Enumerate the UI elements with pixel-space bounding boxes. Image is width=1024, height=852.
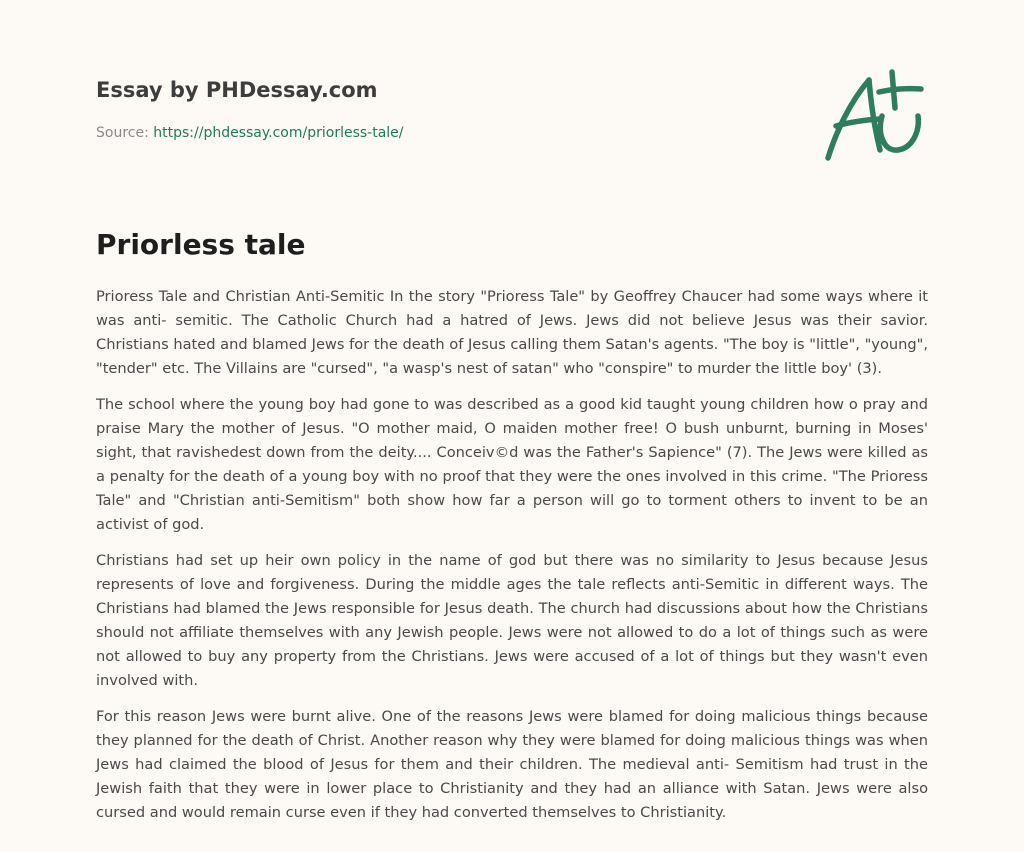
source-link[interactable]: https://phdessay.com/priorless-tale/ [153, 125, 404, 141]
article-title: Priorless tale [96, 228, 306, 261]
page-header [96, 76, 796, 142]
source-line [96, 124, 796, 142]
source-label: Source: [96, 125, 154, 141]
article-paragraph: The school where the young boy had gone to was described as a good kid taught young children how o pray and praise Mary the mother of Jesus. "O mother maid, O maiden mother free! O bush unburnt, burning in Moses' sight, that ravishedest down from the deity.... Conceiv©d was the Father's Sapience" (7). The Jews were killed as a penalty for the death of a young boy with no proof that they were the ones involved in this crime. "The Prioress Tale" and "Christian anti-Semitism" both show how far a person will go to torment others to invent to be an activist of god. [96, 396, 928, 533]
site-brand: Essay by PHDessay.com [96, 78, 378, 102]
article-body [96, 285, 928, 837]
article-paragraph: Christians had set up heir own policy in the name of god but there was no similarity to Jesus because Jesus represents of love and forgiveness. During the middle ages the tale reflects anti-Semitic in different ways. The Christians had blamed the Jews responsible for Jesus death. The church had discussions about how the Christians should not affiliate themselves with any Jewish people. Jews were not allowed to do a lot of things such as were not allowed to buy any property from the Christians. Jews were accused of a lot of things but they wasn't even involved with. [96, 552, 928, 689]
a-plus-logo-icon [822, 68, 928, 164]
article-paragraph: For this reason Jews were burnt alive. One of the reasons Jews were blamed for doing malicious things because they planned for the death of Christ. Another reason why they were blamed for doing malicious things was when Jews had claimed the blood of Jesus for them and their children. The medieval anti- Semitism had trust in the Jewish faith that they were in lower place to Christianity and they had an alliance with Satan. Jews were also cursed and would remain curse even if they had converted themselves to Christianity. [96, 708, 928, 821]
article-paragraph: Prioress Tale and Christian Anti-Semitic In the story "Prioress Tale" by Geoffrey Chaucer had some ways where it was anti- semitic. The Catholic Church had a hatred of Jews. Jews did not believe Jesus was their savior. Christians hated and blamed Jews for the death of Jesus calling them Satan's agents. "The boy is "little", "young", "tender" etc. The Villains are "cursed", "a wasp's nest of satan" who "conspire" to murder the little boy' (3). [96, 288, 928, 377]
